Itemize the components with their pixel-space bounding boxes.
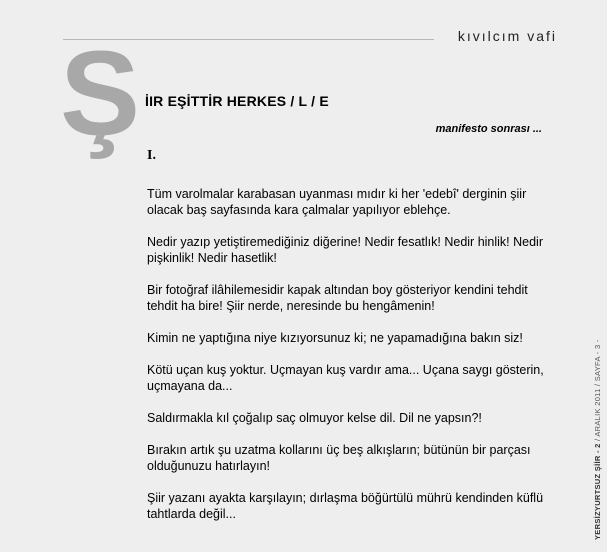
issue-info: / ARALIK 2011 / SAYFA - 3 -: [593, 339, 602, 444]
paragraph-8: Şiir yazanı ayakta karşılayın; dırlaşma böğürtülü mührü kendinden küflü tahtlarda değil...: [147, 491, 544, 521]
section-number: I.: [147, 148, 156, 163]
page-footer-vertical: [593, 339, 602, 540]
article-title: İIR EŞİTTİR HERKES / L / E: [145, 93, 329, 109]
magazine-name: YERSİZYURTSUZ ŞİİR - 2: [593, 443, 602, 540]
paragraph-4: Kimin ne yaptığına niye kızıyorsunuz ki; ne yapamadığına bakın siz!: [147, 331, 523, 345]
paragraph-3: Bir fotoğraf ilâhilemesidir kapak altından boy gösteriyor kendini tehdit tehdit ha bire! Şiir nerde, neresinde bu hengâmenin!: [147, 283, 528, 313]
paragraph-6: Saldırmakla kıl çoğalıp saç olmuyor kelse dil. Dil ne yapsın?!: [147, 411, 482, 425]
paragraph-2: Nedir yazıp yetiştiremediğiniz diğerine! Nedir fesatlık! Nedir hinlik! Nedir pişkinlik! Nedir hasetlik!: [147, 235, 543, 265]
paragraph-7: Bırakın artık şu uzatma kollarını üç beş alkışların; bütünün bir parçası olduğunuzu hatırlayın!: [147, 443, 531, 473]
paragraph-5: Kötü uçan kuş yoktur. Uçmayan kuş vardır ama... Uçana saygı gösterin, uçmayana da...: [147, 363, 544, 393]
article-subtitle: manifesto sonrası ...: [435, 123, 542, 135]
paragraph-1: Tüm varolmalar karabasan uyanması mıdır ki her 'edebî' derginin şiir olacak baş sayfasında kara çalmalar yapılıyor eblehçe.: [147, 187, 527, 217]
dropcap-letter: Ş: [60, 26, 141, 160]
article-body: [147, 186, 547, 538]
author-name: kıvılcım vafi: [457, 28, 557, 44]
